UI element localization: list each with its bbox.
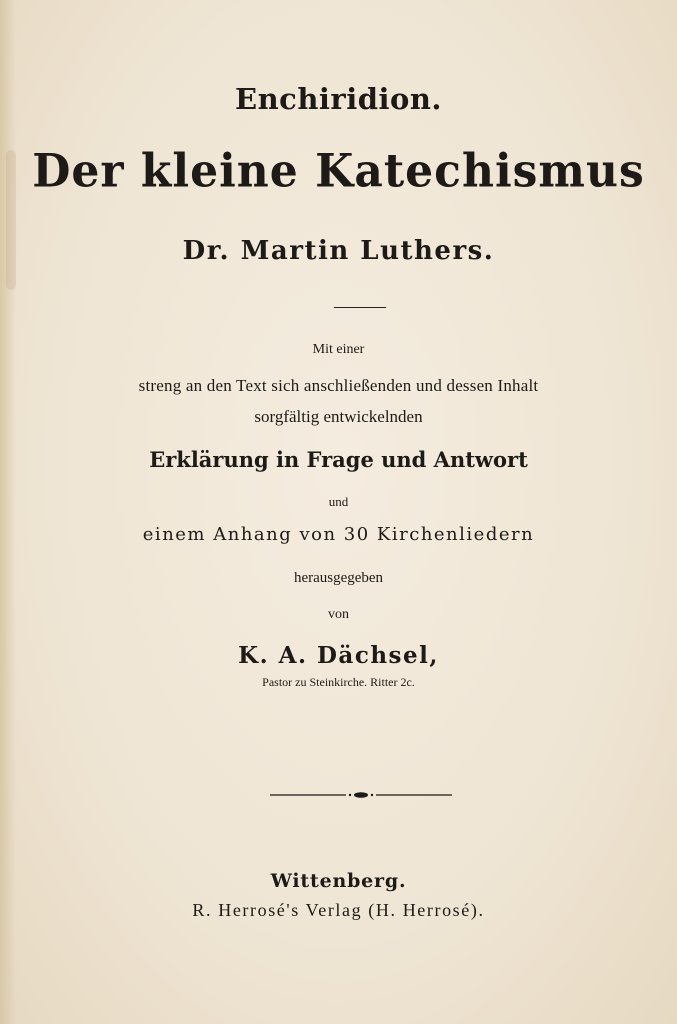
von-label: von (328, 607, 349, 622)
editor-title: Pastor zu Steinkirche. Ritter 2c. (262, 675, 415, 689)
edited-by-label: herausgegeben (293, 570, 384, 586)
subtitle-emphasis: Erklärung in Frage und Antwort (149, 447, 528, 472)
enchiridion-heading: Enchiridion. (234, 82, 443, 116)
subtitle-line-1: streng an den Text sich anschließenden und dessen Inhalt (138, 376, 539, 395)
author-line: Dr. Martin Luthers. (182, 236, 495, 266)
editor-name: K. A. Dächsel, (238, 642, 439, 669)
title-divider (334, 307, 386, 308)
subtitle-intro: Mit einer (312, 342, 365, 357)
main-title: Der kleine Katechismus (32, 144, 645, 199)
appendix-line: einem Anhang von 30 Kirchenliedern (142, 524, 535, 545)
ornament-divider (270, 792, 452, 798)
imprint-publisher: R. Herrosé's Verlag (H. Herrosé). (192, 900, 485, 920)
conjunction-und: und (328, 494, 349, 509)
imprint-city: Wittenberg. (270, 870, 407, 892)
subtitle-line-2: sorgfältig entwickelnden (254, 407, 423, 426)
